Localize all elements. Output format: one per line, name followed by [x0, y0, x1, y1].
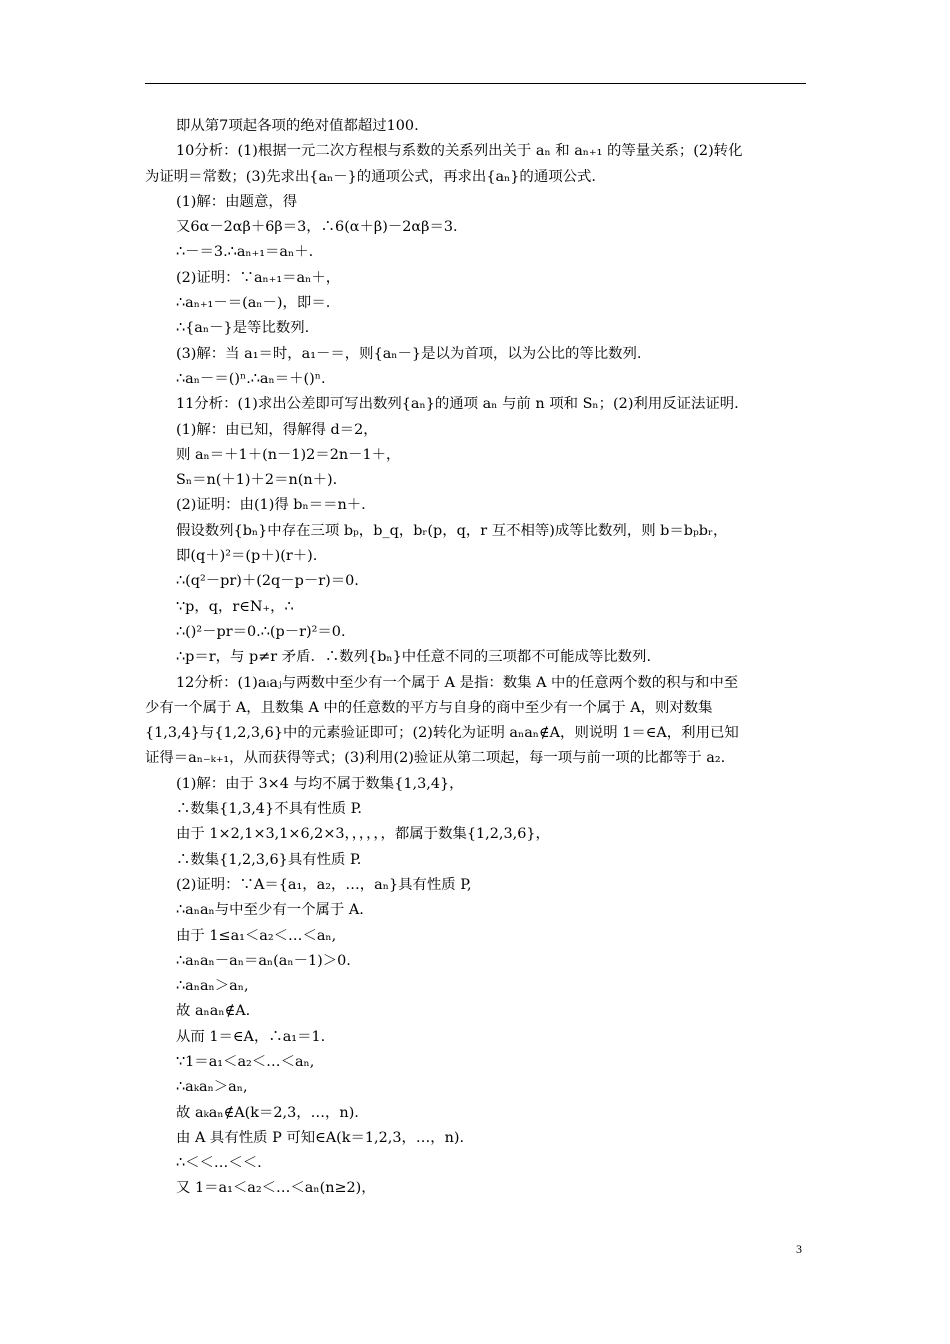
text-line: ∴aₙaₙ与中至少有一个属于 A.: [176, 902, 364, 919]
text-line: ∴()²－pr＝0.∴(p－r)²＝0.: [176, 623, 346, 640]
text-line: 假设数列{bₙ}中存在三项 bₚ，b_q，bᵣ(p，q，r 互不相等)成等比数列，则 b＝bₚbᵣ，: [176, 522, 728, 539]
text-line: {1,3,4}与{1,2,3,6}中的元素验证即可；(2)转化为证明 aₙaₙ∉A，则说明 1＝∈A，利用已知: [145, 725, 739, 742]
text-line: ∴aₙ₊₁－＝(aₙ－)，即＝.: [176, 295, 331, 312]
page-body: [145, 114, 809, 1202]
text-line: (2)证明：∵aₙ₊₁＝aₙ＋，: [176, 269, 341, 286]
text-line: 又 1＝a₁＜a₂＜…＜aₙ(n≥2)，: [176, 1180, 376, 1197]
text-line: 即(q＋)²＝(p＋)(r＋).: [176, 548, 318, 565]
page-number: 3: [796, 1242, 802, 1256]
text-line: ∴aₖaₙ＞aₙ,: [176, 1079, 248, 1096]
text-line: (1)解：由题意，得: [176, 193, 298, 210]
text-line: ∴aₙ－＝()ⁿ.∴aₙ＝＋()ⁿ.: [176, 370, 326, 387]
text-line: 故 aₖaₙ∉A(k＝2,3，…，n).: [176, 1104, 359, 1121]
text-line: (3)解：当 a₁＝时，a₁－＝，则{aₙ－}是以为首项，以为公比的等比数列.: [176, 345, 642, 362]
text-line: (1)解：由于 3×4 与均不属于数集{1,3,4}，: [176, 775, 464, 792]
text-line: ∴p＝r，与 p≠r 矛盾．∴数列{bₙ}中任意不同的三项都不可能成等比数列.: [176, 649, 652, 666]
text-line: ∵p，q，r∈N₊，∴: [176, 598, 294, 615]
text-line: 从而 1＝∈A，∴a₁＝1.: [176, 1028, 326, 1045]
text-line: (2)证明：由(1)得 bₙ＝＝n＋.: [176, 497, 366, 514]
text-line: ∴数集{1,3,4}不具有性质 P.: [176, 801, 362, 818]
text-line: 11分析：(1)求出公差即可写出数列{aₙ}的通项 aₙ 与前 n 项和 Sₙ；(2)利用反证法证明.: [176, 396, 739, 413]
text-line: 故 aₙaₙ∉A.: [176, 1003, 251, 1020]
text-line: 则 aₙ＝＋1＋(n－1)2＝2n－1＋，: [176, 446, 401, 463]
text-line: ∴数集{1,2,3,6}具有性质 P.: [176, 851, 362, 868]
text-line: 又6α－2αβ＋6β＝3，∴6(α＋β)－2αβ＝3.: [176, 219, 458, 236]
text-line: 10分析：(1)根据一元二次方程根与系数的关系列出关于 aₙ 和 aₙ₊₁ 的等量关系；(2)转化: [176, 143, 743, 160]
text-line: 证得＝aₙ₋ₖ₊₁，从而获得等式；(3)利用(2)验证从第二项起，每一项与前一项的比都等于 a₂.: [145, 750, 726, 767]
text-line: ∴aₙaₙ－aₙ＝aₙ(aₙ－1)＞0.: [176, 952, 351, 969]
text-line: ∴{aₙ－}是等比数列.: [176, 320, 310, 337]
text-line: (2)证明：∵A＝{a₁，a₂，…，aₙ}具有性质 P,: [176, 876, 472, 893]
text-line: ∴aₙaₙ＞aₙ,: [176, 978, 249, 995]
text-line: 即从第7项起各项的绝对值都超过100.: [176, 118, 419, 134]
text-line: 由 A 具有性质 P 可知∈A(k＝1,2,3，…，n).: [176, 1129, 465, 1146]
text-line: 由于 1×2,1×3,1×6,2×3，，，，，，都属于数集{1,2,3,6}，: [176, 826, 550, 843]
text-line: 由于 1≤a₁＜a₂＜…＜aₙ,: [176, 927, 337, 944]
text-line: ∵1＝a₁＜a₂＜…＜aₙ,: [176, 1053, 315, 1070]
text-line: ∴(q²－pr)＋(2q－p－r)＝0.: [176, 573, 359, 590]
text-line: 12分析：(1)aᵢaⱼ与两数中至少有一个属于 A 是指：数集 A 中的任意两个数的积与和中至: [176, 674, 739, 691]
text-line: ∴－＝3.∴aₙ₊₁＝aₙ＋.: [176, 244, 314, 261]
text-line: (1)解：由已知，得解得 d＝2，: [176, 421, 378, 438]
text-line: Sₙ＝n(＋1)＋2＝n(n＋).: [176, 472, 338, 489]
text-line: 为证明＝常数；(3)先求出{aₙ－}的通项公式，再求出{aₙ}的通项公式.: [145, 168, 596, 185]
header-rule: [145, 83, 806, 84]
text-line: 少有一个属于 A，且数集 A 中的任意数的平方与自身的商中至少有一个属于 A，则对数集: [145, 699, 713, 716]
text-line: ∴＜＜…＜＜.: [176, 1155, 262, 1172]
